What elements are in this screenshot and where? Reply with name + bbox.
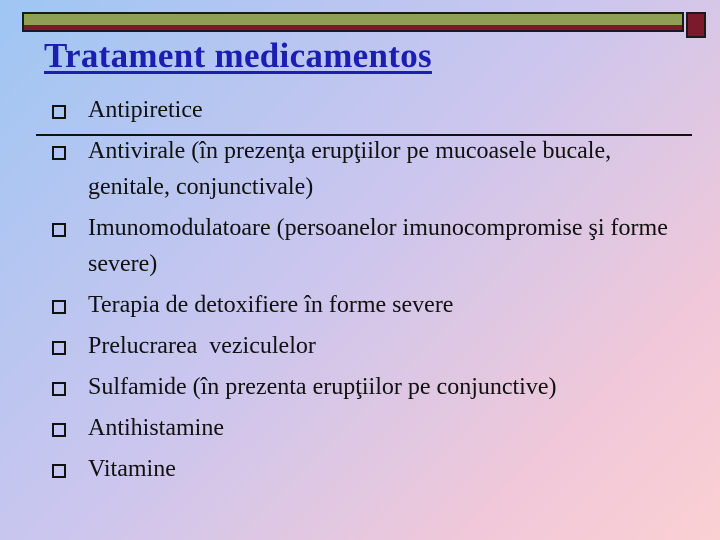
list-item-text: Vitamine xyxy=(88,456,176,482)
list-item-text: Antipiretice xyxy=(88,97,203,123)
square-bullet-icon xyxy=(52,300,66,314)
square-bullet-icon xyxy=(52,223,66,237)
square-bullet-icon xyxy=(52,464,66,478)
slide-title: Tratament medicamentos xyxy=(44,36,432,75)
square-bullet-icon xyxy=(52,146,66,160)
corner-decorative-square xyxy=(686,12,706,38)
top-decorative-bar xyxy=(22,12,684,32)
list-item xyxy=(48,451,688,487)
list-item-text: Antihistamine xyxy=(88,415,224,441)
list-item-text: Terapia de detoxifiere în forme severe xyxy=(88,292,454,318)
list-item xyxy=(48,287,688,323)
list-item-text: Antivirale (în prezenţa erupţiilor pe mucoasele bucale, genitale, conjunctivale) xyxy=(88,138,612,200)
square-bullet-icon xyxy=(52,423,66,437)
list-item xyxy=(48,410,688,446)
list-item xyxy=(48,92,688,128)
list-item-text: Sulfamide (în prezenta erupţiilor pe conjunctive) xyxy=(88,374,557,400)
bullet-list xyxy=(48,92,688,492)
square-bullet-icon xyxy=(52,341,66,355)
list-item-text: Imunomodulatoare (persoanelor imunocompromise şi forme severe) xyxy=(88,215,668,277)
list-item xyxy=(48,328,688,364)
square-bullet-icon xyxy=(52,382,66,396)
list-item xyxy=(48,369,688,405)
square-bullet-icon xyxy=(52,105,66,119)
list-item xyxy=(48,210,688,282)
top-bar-stripe xyxy=(24,25,682,30)
list-item xyxy=(48,133,688,205)
list-item-text: Prelucrarea veziculelor xyxy=(88,333,316,359)
